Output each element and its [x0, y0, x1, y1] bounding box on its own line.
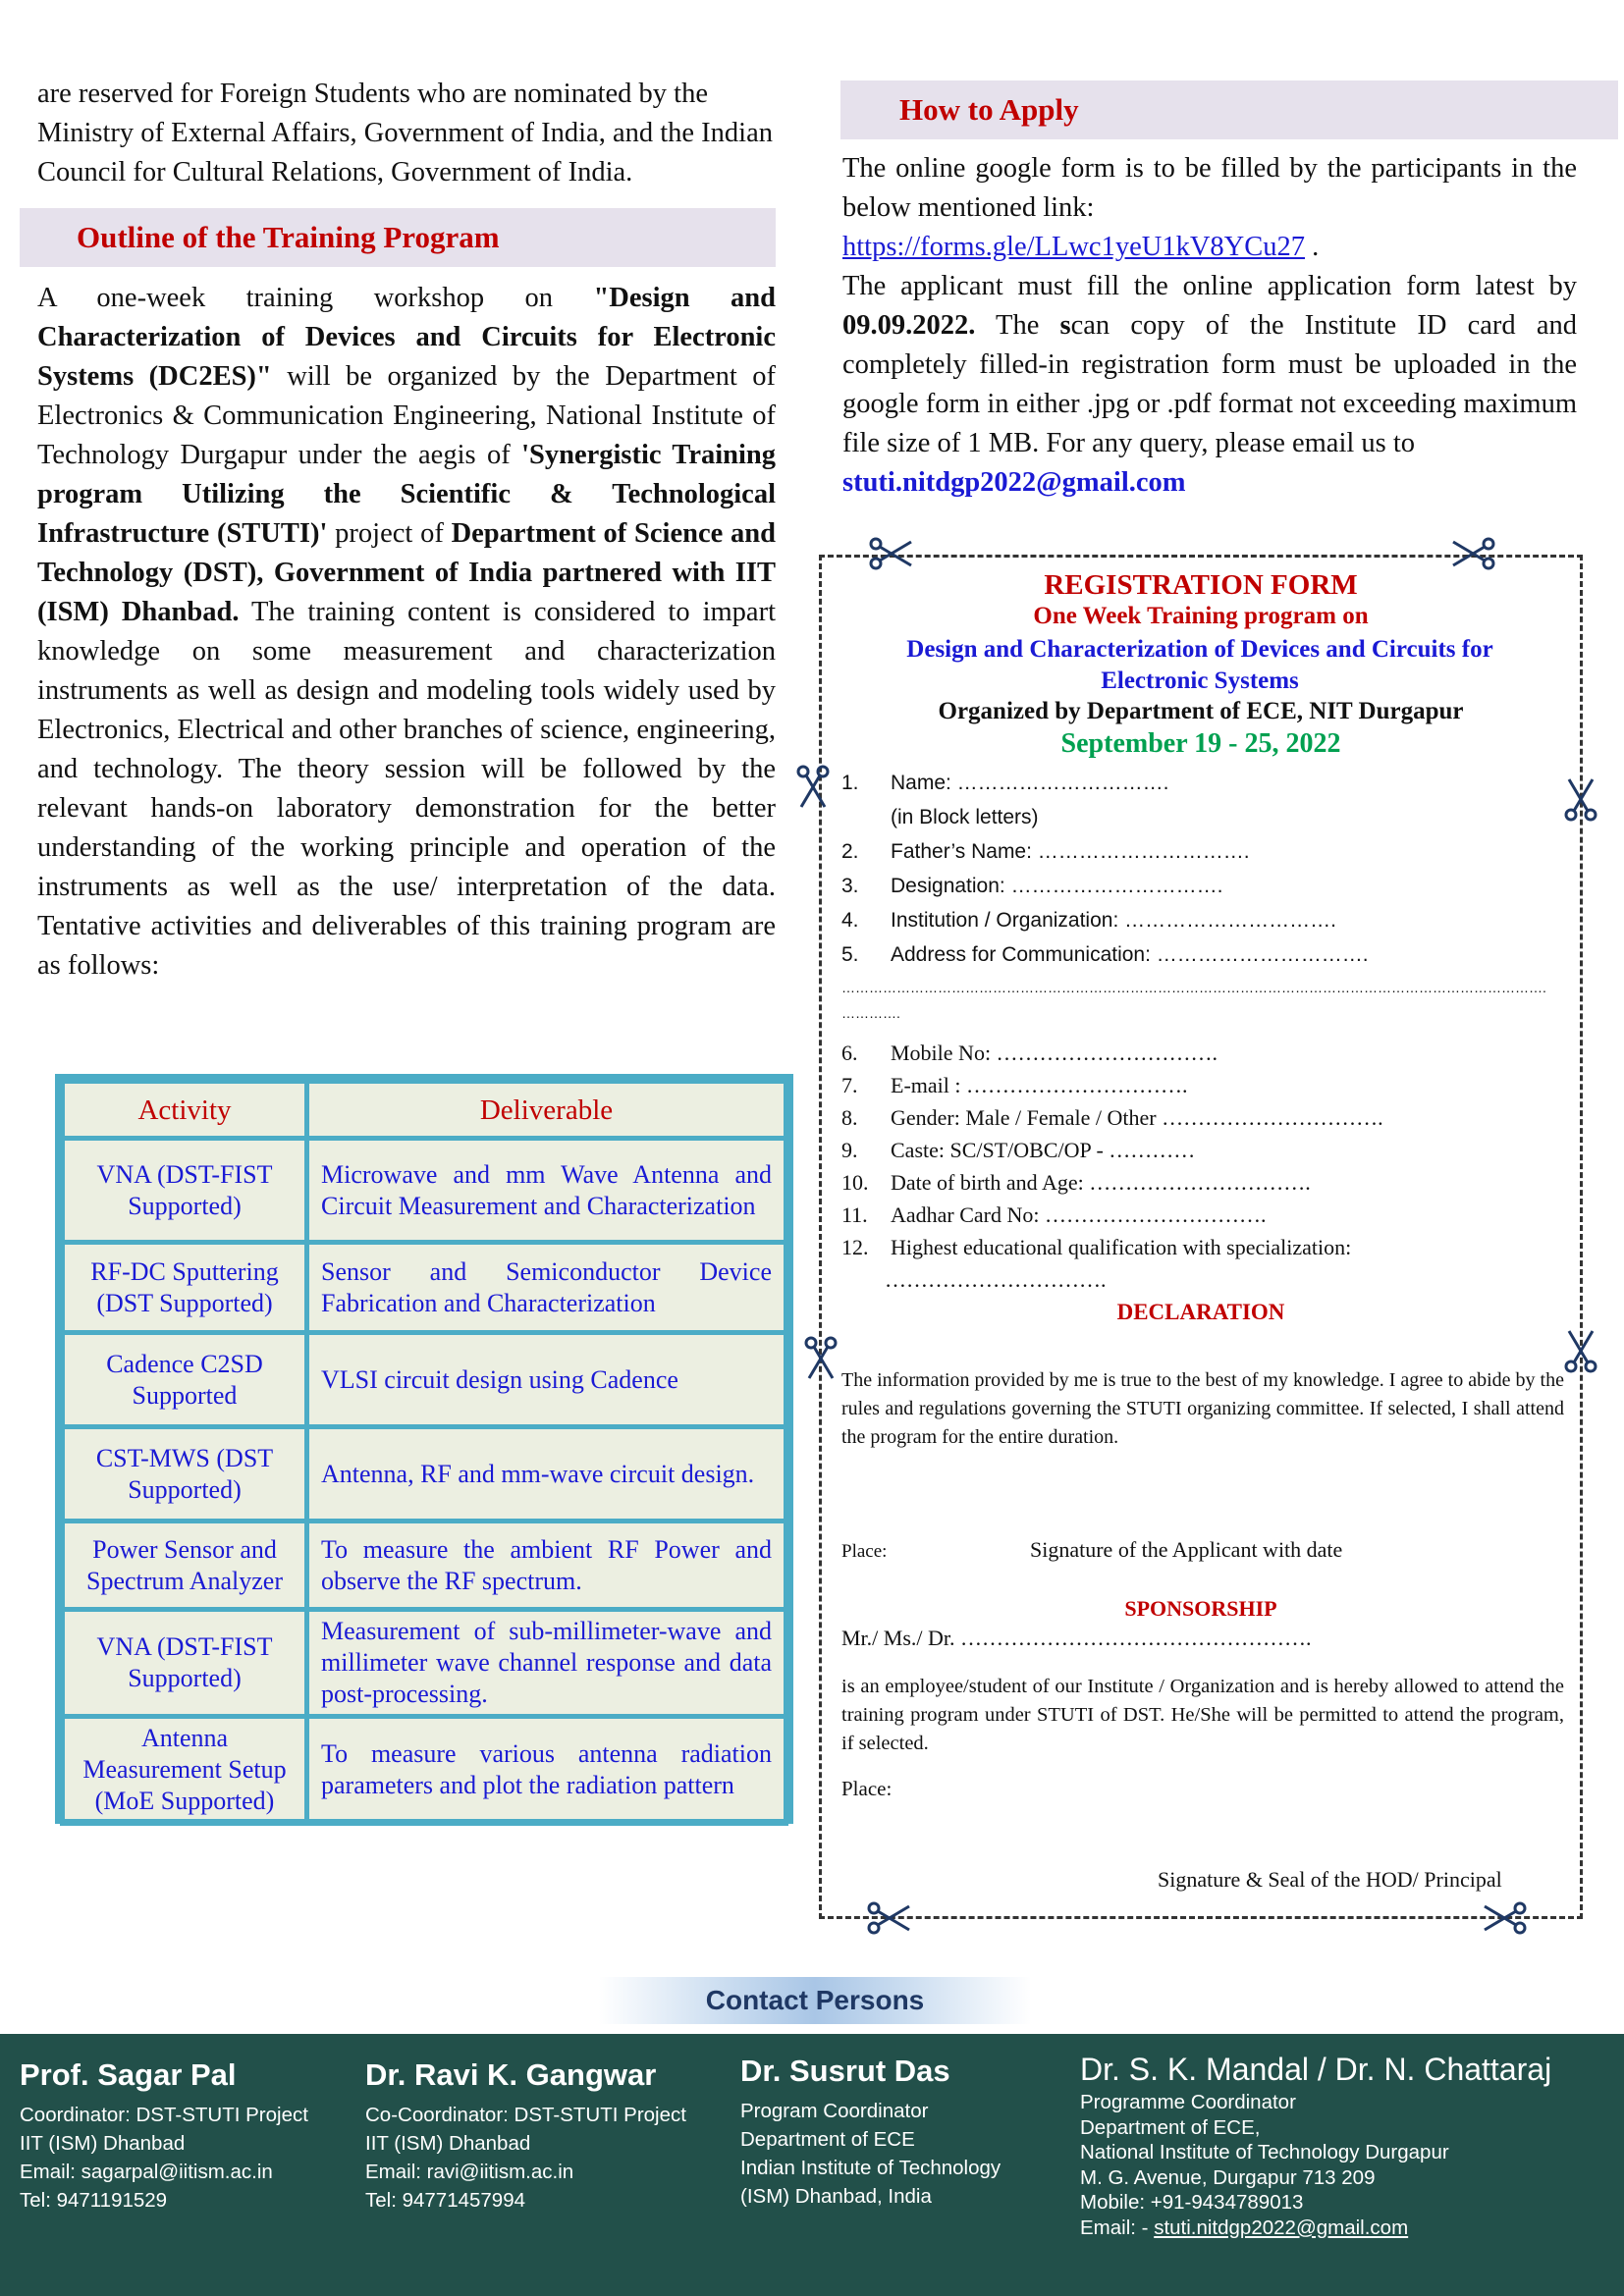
sponsorship-text: is an employee/student of our Institute / Organization and is hereby allowed to attend the training program under STUTI of DST. He/She will be permitted to attend the program, if selected.: [841, 1676, 1564, 1754]
form-field: 10. Date of birth and Age: ………………………….: [841, 1170, 1311, 1195]
activity-cell: Cadence C2SD Supported: [63, 1333, 307, 1427]
form-fields-bottom: 6. Mobile No: …………………………. 7. E-mail : …………………………. 8. Gender: Male / Female / Other …………………………. 9. Caste: SC/ST/OBC/OP - ………… 10. Date of birth and Age: …………………………. 11. Aadhar Card No: …………………………. 12. Highest educational qualification with specialization: ………………………….: [841, 1037, 1568, 1296]
hod-signature-label: Signature & Seal of the HOD/ Principal: [1158, 1867, 1502, 1892]
form-field: 3. Designation: ………………………….: [841, 875, 1223, 897]
activity-cell: RF-DC Sputtering (DST Supported): [63, 1243, 307, 1333]
form-program-title: Design and Characterization of Devices and Circuits for Electronic Systems: [906, 636, 1493, 694]
place-label: Place:: [841, 1541, 888, 1562]
scissors-icon: [1481, 1900, 1528, 1936]
scissors-icon: [1449, 536, 1496, 571]
footer-email-link[interactable]: stuti.nitdgp2022@gmail.com: [1154, 2216, 1409, 2239]
column-header-activity: Activity: [63, 1082, 307, 1139]
contact-person: Dr. Ravi K. Gangwar Co-Coordinator: DST-STUTI Project IIT (ISM) Dhanbad Email: ravi@iitism.ac.in Tel: 94771457994: [365, 2057, 686, 2212]
form-field: 8. Gender: Male / Female / Other ………………………….: [841, 1105, 1383, 1130]
form-field: 7. E-mail : ………………………….: [841, 1073, 1188, 1097]
form-subtitle: One Week Training program on: [1033, 603, 1369, 629]
sponsor-name-line: Mr./ Ms./ Dr. ………………………………………….: [841, 1626, 1312, 1650]
contact-persons-banner: Contact Persons: [599, 1977, 1031, 2024]
deliverable-cell: Microwave and mm Wave Antenna and Circuit Measurement and Characterization: [307, 1139, 786, 1243]
deliverable-cell: To measure the ambient RF Power and observe the RF spectrum.: [307, 1522, 786, 1610]
scissors-icon: [1563, 775, 1598, 823]
form-title: REGISTRATION FORM: [1044, 569, 1358, 601]
contact-person: Dr. S. K. Mandal / Dr. N. Chattaraj Programme Coordinator Department of ECE, National Institute of Technology Durgapur M. G. Avenue, Durgapur 713 209 Mobile: +91-9434789013 Email: - stuti.nitdgp2022@gmail.com: [1080, 2052, 1552, 2239]
form-fields-top: 1. Name: …………………………. (in Block letters) 2. Father’s Name: …………………………. 3. Designation: …………………………. 4. Institution / Organization: …………………………. 5. Address for Communication: …………………………. ………………………………………………………………………………………………………………………………………. ………….: [841, 766, 1568, 1023]
activity-cell: Power Sensor and Spectrum Analyzer: [63, 1522, 307, 1610]
form-field: 12. Highest educational qualification with specialization:: [841, 1235, 1352, 1259]
activity-cell: VNA (DST-FIST Supported): [63, 1610, 307, 1717]
activity-cell: CST-MWS (DST Supported): [63, 1427, 307, 1522]
table-row: [63, 1427, 786, 1522]
deliverable-cell: To measure various antenna radiation parameters and plot the radiation pattern: [307, 1717, 786, 1824]
form-field: 6. Mobile No: ………………………….: [841, 1041, 1218, 1065]
google-form-link[interactable]: https://forms.gle/LLwc1yeU1kV8YCu27: [842, 232, 1305, 262]
scissors-icon: [803, 1335, 839, 1382]
outline-body: [37, 279, 776, 986]
declaration-title: DECLARATION: [1116, 1300, 1285, 1324]
form-field: 9. Caste: SC/ST/OBC/OP - …………: [841, 1138, 1196, 1162]
table-row: [63, 1243, 786, 1333]
deliverable-cell: Sensor and Semiconductor Device Fabrication and Characterization: [307, 1243, 786, 1333]
deliverable-cell: Antenna, RF and mm-wave circuit design.: [307, 1427, 786, 1522]
table-row: [63, 1717, 786, 1824]
contact-email[interactable]: stuti.nitdgp2022@gmail.com: [842, 467, 1186, 498]
deliverable-cell: Measurement of sub-millimeter-wave and millimeter wave channel response and data post-processing.: [307, 1610, 786, 1717]
activity-cell: VNA (DST-FIST Supported): [63, 1139, 307, 1243]
table-row: [63, 1610, 786, 1717]
activities-table: [55, 1074, 793, 1824]
how-to-apply-heading: How to Apply: [899, 92, 1079, 127]
scissors-icon: [866, 1900, 913, 1936]
contact-person: Dr. Susrut Das Program Coordinator Department of ECE Indian Institute of Technology (ISM) Dhanbad, India: [740, 2054, 1001, 2208]
sponsorship-title: SPONSORSHIP: [1124, 1596, 1277, 1621]
activity-cell: Antenna Measurement Setup (MoE Supported): [63, 1717, 307, 1824]
declaration-text: The information provided by me is true to the best of my knowledge. I agree to abide by the rules and regulations governing the STUTI organizing committee. If selected, I shall attend the program for the entire duration.: [841, 1369, 1564, 1448]
contact-person: Prof. Sagar Pal Coordinator: DST-STUTI Project IIT (ISM) Dhanbad Email: sagarpal@iitism.ac.in Tel: 9471191529: [20, 2057, 308, 2212]
applicant-signature-label: Signature of the Applicant with date: [1030, 1537, 1343, 1562]
table-row: [63, 1139, 786, 1243]
scissors-icon: [1563, 1327, 1598, 1374]
form-field: 2. Father’s Name: ………………………….: [841, 840, 1250, 863]
scissors-icon: [795, 764, 831, 811]
table-row: [63, 1522, 786, 1610]
column-header-deliverable: Deliverable: [307, 1082, 786, 1139]
outline-paragraph: A one-week training workshop on "Design and Characterization of Devices and Circuits for Electronic Systems (DC2ES)" will be organized by the Department of Electronics & Communication Engineering, National Institute of Technology Durgapur under the aegis of 'Synergistic Training program Utilizing the Scientific & Technological Infrastructure (STUTI)' project of Department of Science and Technology (DST), Government of India partnered with IIT (ISM) Dhanbad. The training content is considered to impart knowledge on some measurement and characterization instruments as well as design and modeling tools widely used by Electronics, Electrical and other branches of science, engineering, and technology. The theory session will be followed by the relevant hands-on laboratory demonstration for the better understanding of the working principle and operation of the instruments as well as the use/ interpretation of the data. Tentative activities and deliverables of this training program are as follows:: [37, 283, 777, 981]
outline-heading: Outline of the Training Program: [77, 220, 500, 254]
form-dates: September 19 - 25, 2022: [1060, 728, 1341, 759]
table-header-row: [63, 1082, 786, 1139]
form-field: 11. Aadhar Card No: ………………………….: [841, 1202, 1267, 1227]
how-to-apply-heading-bar: [840, 80, 1618, 139]
registration-form: [819, 555, 1583, 1919]
how-to-apply-body: The online google form is to be filled by the participants in the below mentioned link: https://forms.gle/LLwc1yeU1kV8YCu27 . The applicant must fill the online application form latest by 09.09.2022. The scan copy of the Institute ID card and completely filled-in registration form must be uploaded in the google form in either .jpg or .pdf format not exceeding maximum file size of 1 MB. For any query, please email us to stuti.nitdgp2022@gmail.com: [842, 153, 1577, 498]
form-field: 1. Name: ………………………….: [841, 772, 1169, 794]
contact-footer: [0, 2034, 1624, 2296]
form-field: 5. Address for Communication: ………………………….: [841, 943, 1369, 966]
scissors-icon: [868, 536, 915, 571]
intro-continuation: are reserved for Foreign Students who are nominated by the Ministry of External Affairs, Government of India, and the Indian Council for Cultural Relations, Government of India.: [37, 79, 773, 187]
outline-heading-bar: [20, 208, 776, 267]
place-label-sponsor: Place:: [841, 1777, 893, 1800]
form-field: 4. Institution / Organization: ………………………….: [841, 909, 1336, 932]
deliverable-cell: VLSI circuit design using Cadence: [307, 1333, 786, 1427]
table-row: [63, 1333, 786, 1427]
form-organizer: Organized by Department of ECE, NIT Durgapur: [938, 698, 1464, 724]
